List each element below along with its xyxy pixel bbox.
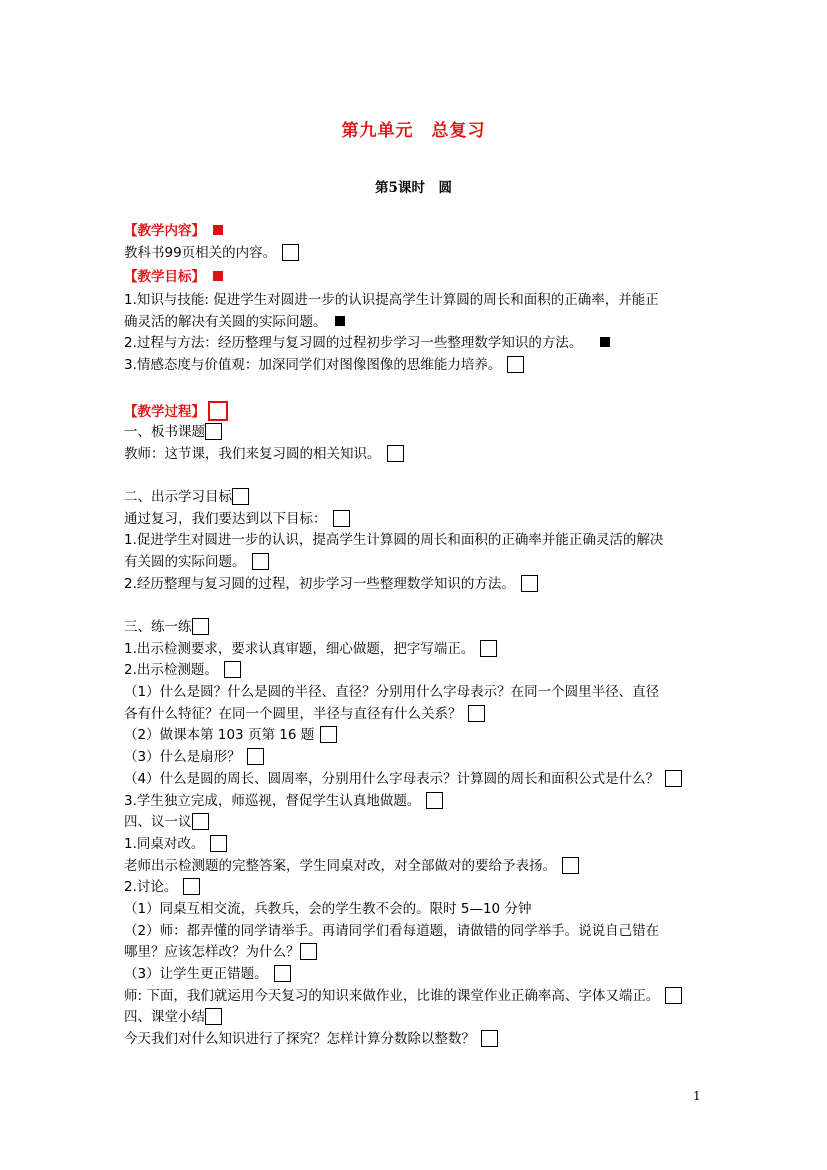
section-4-item-1-text: 老师出示检测题的完整答案，学生同桌对改，对全部做对的要给予表扬。 bbox=[124, 858, 556, 874]
section-4-item-2-line bbox=[124, 878, 200, 896]
content-heading-line bbox=[124, 222, 223, 240]
checkbox[interactable] bbox=[224, 661, 241, 678]
section-2-item-1-line-b bbox=[124, 553, 269, 571]
section-1-text: 教师：这节课，我们来复习圆的相关知识。 bbox=[124, 446, 381, 462]
checkbox[interactable] bbox=[426, 792, 443, 809]
section-3-item-1-line bbox=[124, 640, 497, 658]
section-4-teacher-line bbox=[124, 987, 682, 1005]
section-3-item-1: 1.出示检测要求，要求认真审题，细心做题，把字写端正。 bbox=[124, 641, 475, 657]
section-2-title-line bbox=[124, 488, 249, 506]
section-3-question-1: （1）什么是圆？什么是圆的半径、直径？分别用什么字母表示？在同一个圆里半径、直径 bbox=[124, 684, 660, 700]
page-title: 第九单元 总复习 bbox=[341, 121, 486, 141]
section-3-item-2: 2.出示检测题。 bbox=[124, 662, 218, 678]
content-text: 教科书99页相关的内容。 bbox=[124, 245, 277, 261]
section-3-question-3: （3）什么是扇形？ bbox=[124, 749, 241, 765]
section-3-question-2: （2）做课本第 103 页第 16 题 bbox=[124, 727, 315, 743]
goal-1-text: 1.知识与技能: 促进学生对圆进一步的认识提高学生计算圆的周长和面积的正确率，并能正 bbox=[124, 292, 659, 308]
checkbox[interactable] bbox=[665, 987, 682, 1004]
checkbox[interactable] bbox=[468, 705, 485, 722]
section-3-title: 三、练一练 bbox=[124, 619, 192, 635]
red-square-marker-icon bbox=[213, 225, 223, 235]
checkbox[interactable] bbox=[247, 748, 264, 765]
section-4-discussion-1-line bbox=[124, 900, 531, 918]
section-3-question-1-cont: 各有什么特征？在同一个圆里，半径与直径有什么关系？ bbox=[124, 706, 462, 722]
section-2-intro: 通过复习，我们要达到以下目标： bbox=[124, 511, 327, 527]
goal-3-text: 3.情感态度与价值观：加深同学们对图像图像的思维能力培养。 bbox=[124, 357, 502, 373]
checkbox[interactable] bbox=[507, 356, 524, 373]
goal-2-text: 2.过程与方法：经历整理与复习圆的过程初步学习一些整理数学知识的方法。 bbox=[124, 335, 583, 351]
checkbox[interactable] bbox=[205, 1008, 222, 1025]
goal-2-line bbox=[124, 334, 610, 352]
goal-1-text-cont: 确灵活的解决有关圆的实际问题。 bbox=[124, 314, 327, 330]
section-1-title: 一、板书课题 bbox=[124, 424, 205, 440]
section-3-question-1-line-b bbox=[124, 705, 485, 723]
checkbox[interactable] bbox=[210, 835, 227, 852]
section-4-discussion-2-line-a bbox=[124, 922, 659, 940]
section-1-text-line bbox=[124, 445, 404, 463]
section-3-question-1-line-a bbox=[124, 683, 659, 701]
section-1-title-line bbox=[124, 423, 222, 441]
section-3-title-line bbox=[124, 618, 209, 636]
section-4-teacher-text: 师: 下面，我们就运用今天复习的知识来做作业，比谁的课堂作业正确率高、字体又端正。 bbox=[124, 988, 660, 1004]
checkbox[interactable] bbox=[232, 488, 249, 505]
section-4-discussion-3: （3）让学生更正错题。 bbox=[124, 966, 268, 982]
section-5-text-line bbox=[124, 1030, 498, 1048]
black-square-marker-icon bbox=[600, 337, 610, 347]
checkbox[interactable] bbox=[387, 445, 404, 462]
section-4-discussion-2-cont: 哪里？应该怎样改？为什么？ bbox=[124, 944, 300, 960]
checkbox[interactable] bbox=[205, 423, 222, 440]
process-heading: 【教学过程】 bbox=[124, 404, 205, 420]
section-2-item-2: 2.经历整理与复习圆的过程，初步学习一些整理数学知识的方法。 bbox=[124, 576, 515, 592]
checkbox[interactable] bbox=[274, 965, 291, 982]
section-4-discussion-2: （2）师：都弄懂的同学请举手。再请同学们看每道题，请做错的同学举手。说说自己错在 bbox=[124, 923, 660, 939]
process-heading-line bbox=[124, 401, 228, 421]
section-3-question-2-line bbox=[124, 726, 337, 744]
section-5-title-line bbox=[124, 1008, 222, 1026]
checkbox[interactable] bbox=[300, 943, 317, 960]
section-2-intro-line bbox=[124, 510, 350, 528]
section-4-item-1-line bbox=[124, 835, 227, 853]
section-4-title: 四、议一议 bbox=[124, 814, 192, 830]
checkbox[interactable] bbox=[665, 770, 682, 787]
section-3-question-4-line bbox=[124, 770, 682, 788]
section-2-title: 二、出示学习目标 bbox=[124, 489, 232, 505]
red-square-marker-icon bbox=[213, 271, 223, 281]
section-5-text: 今天我们对什么知识进行了探究？怎样计算分数除以整数？ bbox=[124, 1031, 475, 1047]
checkbox[interactable] bbox=[521, 575, 538, 592]
checkbox[interactable] bbox=[562, 857, 579, 874]
section-4-item-2: 2.讨论。 bbox=[124, 879, 178, 895]
section-5-title: 四、课堂小结 bbox=[124, 1009, 205, 1025]
checkbox[interactable] bbox=[192, 813, 209, 830]
section-4-discussion-1: （1）同桌互相交流，兵教兵，会的学生教不会的。限时 5—10 分钟 bbox=[124, 901, 532, 917]
checkbox[interactable] bbox=[320, 726, 337, 743]
section-3-item-3-line bbox=[124, 792, 443, 810]
section-4-discussion-3-line bbox=[124, 965, 291, 983]
section-3-item-2-line bbox=[124, 661, 241, 679]
section-3-item-3: 3.学生独立完成，师巡视，督促学生认真地做题。 bbox=[124, 793, 421, 809]
section-4-item-1: 1.同桌对改。 bbox=[124, 836, 205, 852]
checkbox[interactable] bbox=[333, 510, 350, 527]
content-heading: 【教学内容】 bbox=[124, 223, 205, 239]
section-2-item-1-line-a bbox=[124, 531, 663, 549]
section-3-question-3-line bbox=[124, 748, 264, 766]
section-2-item-2-line bbox=[124, 575, 538, 593]
checkbox[interactable] bbox=[481, 1030, 498, 1047]
goal-1-line-b bbox=[124, 313, 345, 331]
black-square-marker-icon bbox=[335, 316, 345, 326]
checkbox[interactable] bbox=[480, 640, 497, 657]
goals-heading: 【教学目标】 bbox=[124, 269, 205, 285]
goal-1-line-a bbox=[124, 291, 659, 309]
content-text-line bbox=[124, 244, 299, 262]
section-4-title-line bbox=[124, 813, 209, 831]
checkbox-red[interactable] bbox=[208, 401, 228, 421]
lesson-subtitle: 第5课时 圆 bbox=[375, 180, 452, 196]
section-2-item-1: 1.促进学生对圆进一步的认识，提高学生计算圆的周长和面积的正确率并能正确灵活的解决 bbox=[124, 532, 664, 548]
goals-heading-line bbox=[124, 268, 223, 286]
section-3-question-4: （4）什么是圆的周长、圆周率，分别用什么字母表示？计算圆的周长和面积公式是什么？ bbox=[124, 771, 660, 787]
checkbox[interactable] bbox=[183, 878, 200, 895]
checkbox[interactable] bbox=[282, 244, 299, 261]
section-4-discussion-2-line-b bbox=[124, 943, 317, 961]
goal-3-line bbox=[124, 356, 524, 374]
checkbox[interactable] bbox=[192, 618, 209, 635]
checkbox[interactable] bbox=[252, 553, 269, 570]
section-2-item-1-cont: 有关圆的实际问题。 bbox=[124, 554, 246, 570]
section-4-item-1-text-line bbox=[124, 857, 579, 875]
page-number: 1 bbox=[693, 1089, 701, 1103]
